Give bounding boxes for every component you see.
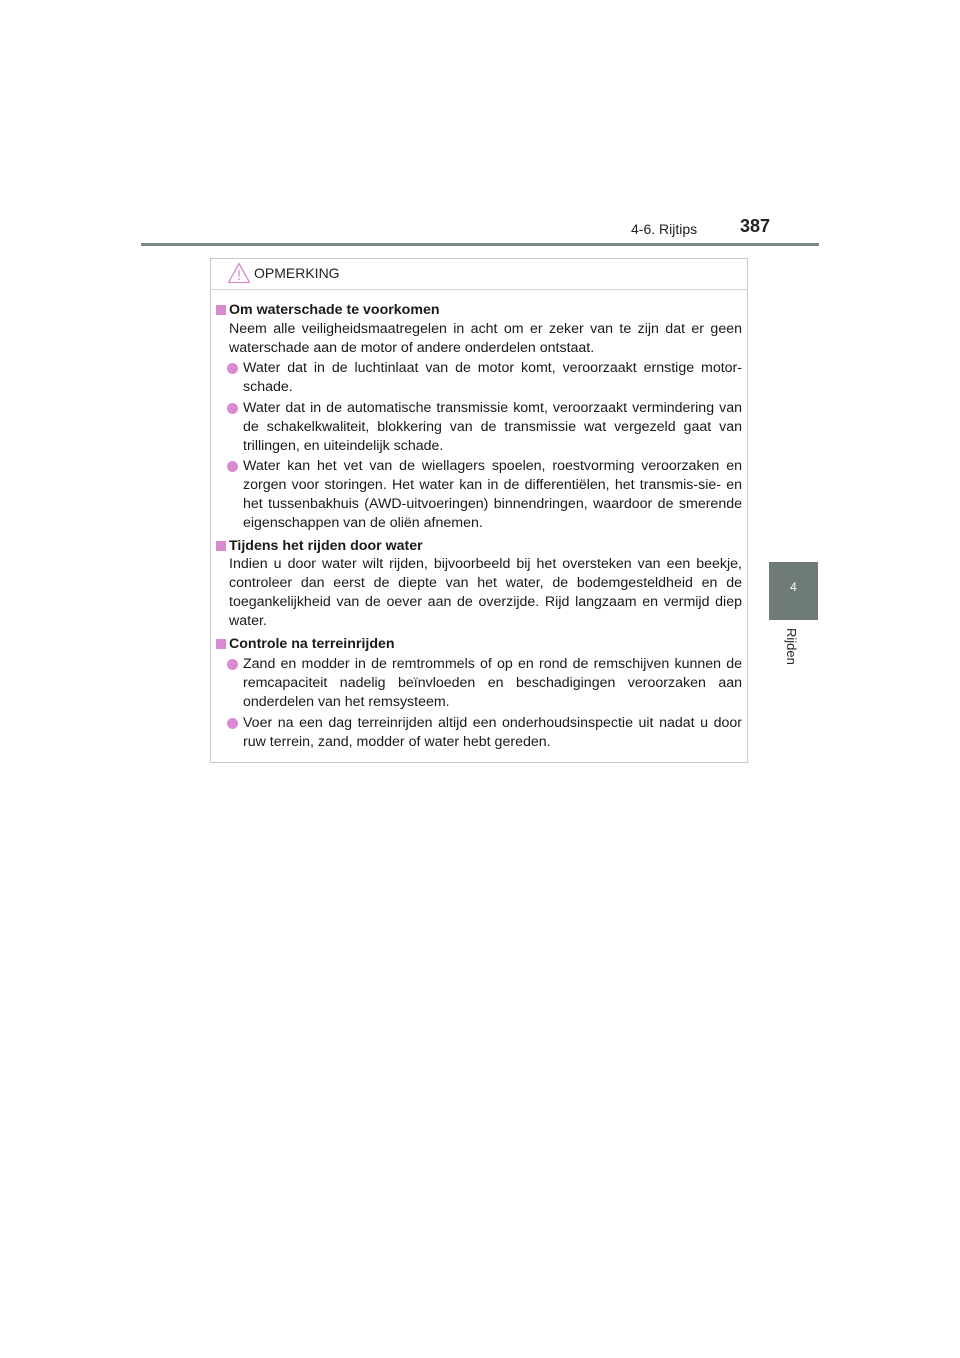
section-heading-text: Tijdens het rijden door water [229,537,423,554]
notice-box [210,258,748,763]
chapter-tab [769,562,818,620]
list-item-text: Water dat in de luchtinlaat van de motor komt, veroorzaakt ernstige motor-schade. [243,360,742,396]
section-heading [216,537,742,556]
list-item [216,655,742,711]
round-bullet-icon [227,363,238,374]
round-bullet-icon [227,403,238,414]
notice-body [216,301,742,755]
list-item [216,457,742,532]
notice-title: OPMERKING [254,265,340,281]
list-item [216,399,742,455]
section-paragraph: Neem alle veiligheidsmaatregelen in acht om er zeker van te zijn dat er geen waterschade aan de motor of andere onderdelen ontstaat. [229,320,742,356]
section-heading [216,301,742,320]
list-item-text: Water kan het vet van de wiellagers spoelen, roestvorming veroorzaken en zorgen voor storingen. Het water kan in de differentiëlen, het transmis-sie- en het tussenbakhuis (AWD-uitvoeringen) binnendringen, waardoor de smerende eigenschappen van de oliën afnemen. [243,458,742,531]
section-heading [216,635,742,654]
chapter-label-text: Rijden [784,628,799,665]
section-title: 4-6. Rijtips [631,221,698,237]
list-item-text: Zand en modder in de remtrommels of op en rond de remschijven kunnen de remcapaciteit nadelig beïnvloeden en beschadigingen veroorzaken aan onderdelen van het remsysteem. [243,656,742,710]
square-bullet-icon [216,305,226,315]
section-heading-text: Om waterschade te voorkomen [229,302,440,318]
notice-header [211,259,747,290]
section-paragraph: Indien u door water wilt rijden, bijvoorbeeld bij het oversteken van een beekje, controleer dan eerst de diepte van het water, de bodemgesteldheid en de toegankelijkheid van de oever aan de overzijde. Rijd langzaam en vermijd diep water. [229,556,742,629]
chapter-number: 4 [790,580,797,594]
square-bullet-icon [216,541,226,551]
section-driving-through-water [216,537,742,631]
chapter-label [783,628,803,708]
warning-icon [227,262,251,284]
list-item [216,359,742,397]
round-bullet-icon [227,718,238,729]
header-rule [141,243,819,246]
page-number: 387 [740,216,771,236]
list-item-text: Voer na een dag terreinrijden altijd een onderhoudsinspectie uit nadat u door ruw terrein, zand, modder of water hebt gereden. [243,714,742,750]
round-bullet-icon [227,461,238,472]
section-heading-text: Controle na terreinrijden [229,635,395,652]
round-bullet-icon [227,659,238,670]
square-bullet-icon [216,639,226,649]
list-item [216,714,742,752]
section-water-damage [216,301,742,533]
list-item-text: Water dat in de automatische transmissie komt, veroorzaakt vermindering van de schakelkwaliteit, blokkering van de transmissie wat vergezeld gaat van trillingen, en uiteindelijk schade. [243,399,742,454]
section-offroad-check [216,635,742,752]
